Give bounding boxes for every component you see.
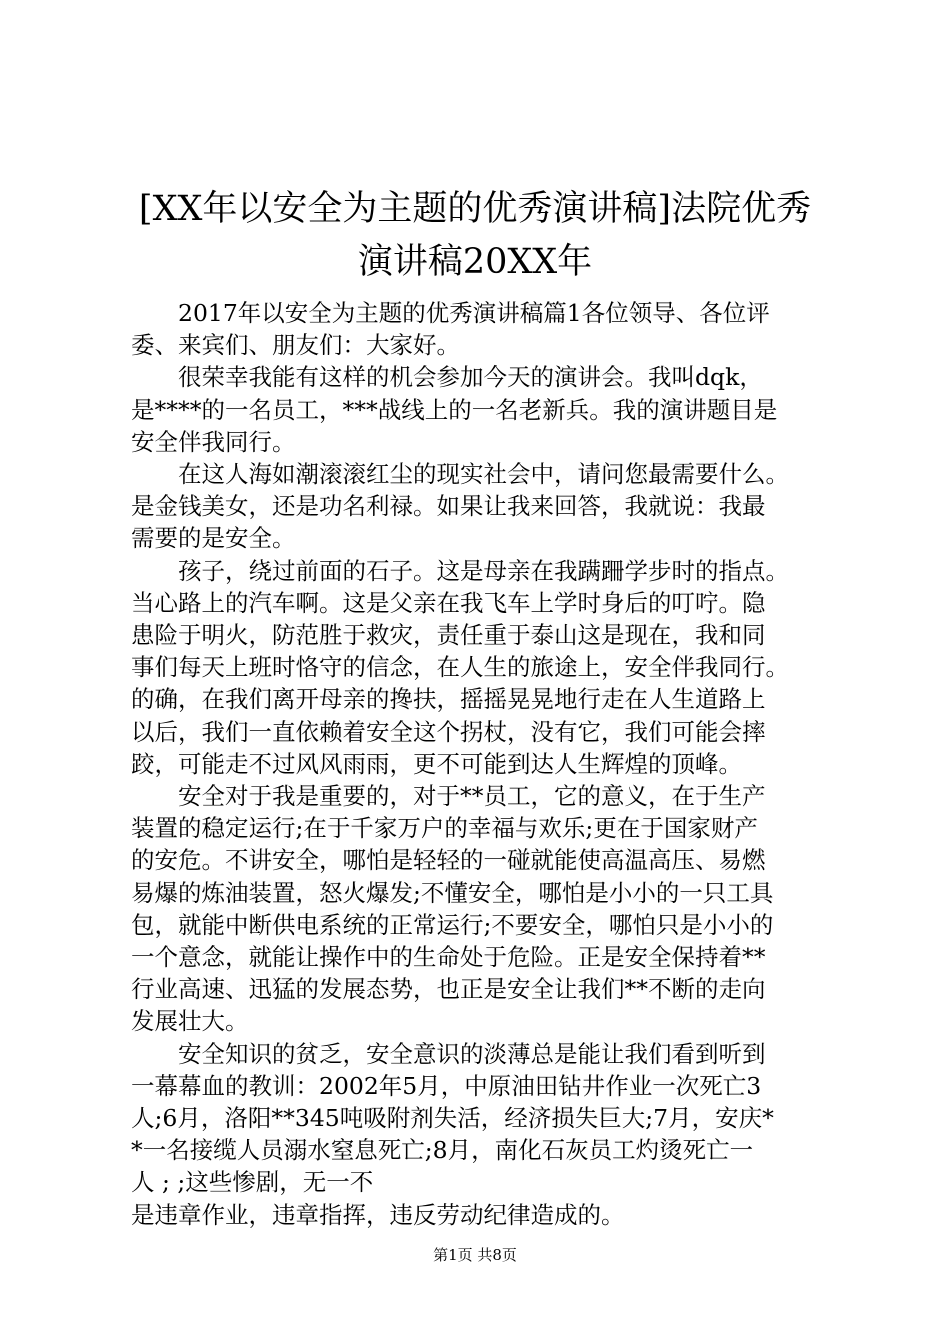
document-title	[100, 183, 850, 289]
text-line: 事们每天上班时恪守的信念，在人生的旅途上，安全伴我同行。	[131, 653, 789, 682]
paragraph	[131, 555, 836, 780]
text-line: 跤，可能走不过风风雨雨，更不可能到达人生辉煌的顶峰。	[131, 749, 742, 778]
title-line: 演讲稿20XX年	[357, 242, 593, 282]
paragraph	[131, 1038, 836, 1231]
justified-line	[131, 1166, 836, 1198]
text-line: 孩子，绕过前面的石子。这是母亲在我蹒跚学步时的指点。	[178, 556, 789, 585]
text-line: 易爆的炼油装置，怒火爆发;不懂安全，哪怕是小小的一只工具	[131, 878, 774, 907]
text-line: 2017年以安全为主题的优秀演讲稿篇1各位领导、各位评	[178, 299, 770, 327]
text-line: 安全对于我是重要的，对于**员工，它的意义，在于生产	[178, 782, 766, 811]
text-line: 是金钱美女，还是功名利禄。如果让我来回答，我就说：我最	[131, 492, 766, 521]
text-line: 一幕幕血的教训：2002年5月，中原油田钻井作业一次死亡3	[131, 1071, 762, 1100]
text-line: 需要的是安全。	[131, 524, 296, 553]
text-line: 安全伴我同行。	[131, 427, 296, 456]
paragraph	[131, 780, 836, 1038]
paragraph	[131, 361, 836, 458]
document-body	[131, 297, 836, 1231]
text-line: 人;6月，洛阳**345吨吸附剂失活，经济损失巨大;7月，安庆*	[131, 1104, 774, 1133]
text-fragment: ;这些惨剧，无一不	[177, 1168, 374, 1197]
title-line: [XX年以安全为主题的优秀演讲稿]法院优秀	[138, 189, 812, 229]
text-line: 是****的一名员工，***战线上的一名老新兵。我的演讲题目是	[131, 395, 778, 424]
text-line: 在这人海如潮滚滚红尘的现实社会中，请问您最需要什么。	[178, 460, 789, 489]
text-line: 包，就能中断供电系统的正常运行;不要安全，哪怕只是小小的	[131, 910, 774, 939]
text-line: 当心路上的汽车啊。这是父亲在我飞车上学时身后的叮咛。隐	[131, 588, 766, 617]
text-line: 一个意念，就能让操作中的生命处于危险。正是安全保持着**	[131, 943, 766, 972]
text-fragment: 人	[131, 1168, 155, 1197]
text-line: 发展壮大。	[131, 1007, 249, 1036]
text-line: *一名接缆人员溺水窒息死亡;8月，南化石灰员工灼烫死亡一	[131, 1136, 754, 1165]
text-line: 的确，在我们离开母亲的搀扶，摇摇晃晃地行走在人生道路上	[131, 685, 766, 714]
text-line: 装置的稳定运行;在于千家万户的幸福与欢乐;更在于国家财产	[131, 814, 758, 843]
text-line: 很荣幸我能有这样的机会参加今天的演讲会。我叫dqk，	[178, 363, 763, 392]
text-line: 安全知识的贫乏，安全意识的淡薄总是能让我们看到听到	[178, 1039, 766, 1068]
text-fragment: ;	[161, 1168, 170, 1197]
text-line: 行业高速、迅猛的发展态势，也正是安全让我们**不断的走向	[131, 975, 766, 1004]
text-line: 患险于明火，防范胜于救灾，责任重于泰山这是现在，我和同	[131, 621, 766, 650]
paragraph	[131, 297, 836, 361]
paragraph	[131, 458, 836, 555]
text-line: 是违章作业，违章指挥，违反劳动纪律造成的。	[131, 1200, 625, 1229]
text-line: 以后，我们一直依赖着安全这个拐杖，没有它，我们可能会摔	[131, 717, 766, 746]
text-line: 的安危。不讲安全，哪怕是轻轻的一碰就能使高温高压、易燃	[131, 846, 766, 875]
text-line: 委、来宾们、朋友们：大家好。	[131, 331, 460, 360]
page-footer: 第1页 共8页	[433, 1246, 517, 1264]
